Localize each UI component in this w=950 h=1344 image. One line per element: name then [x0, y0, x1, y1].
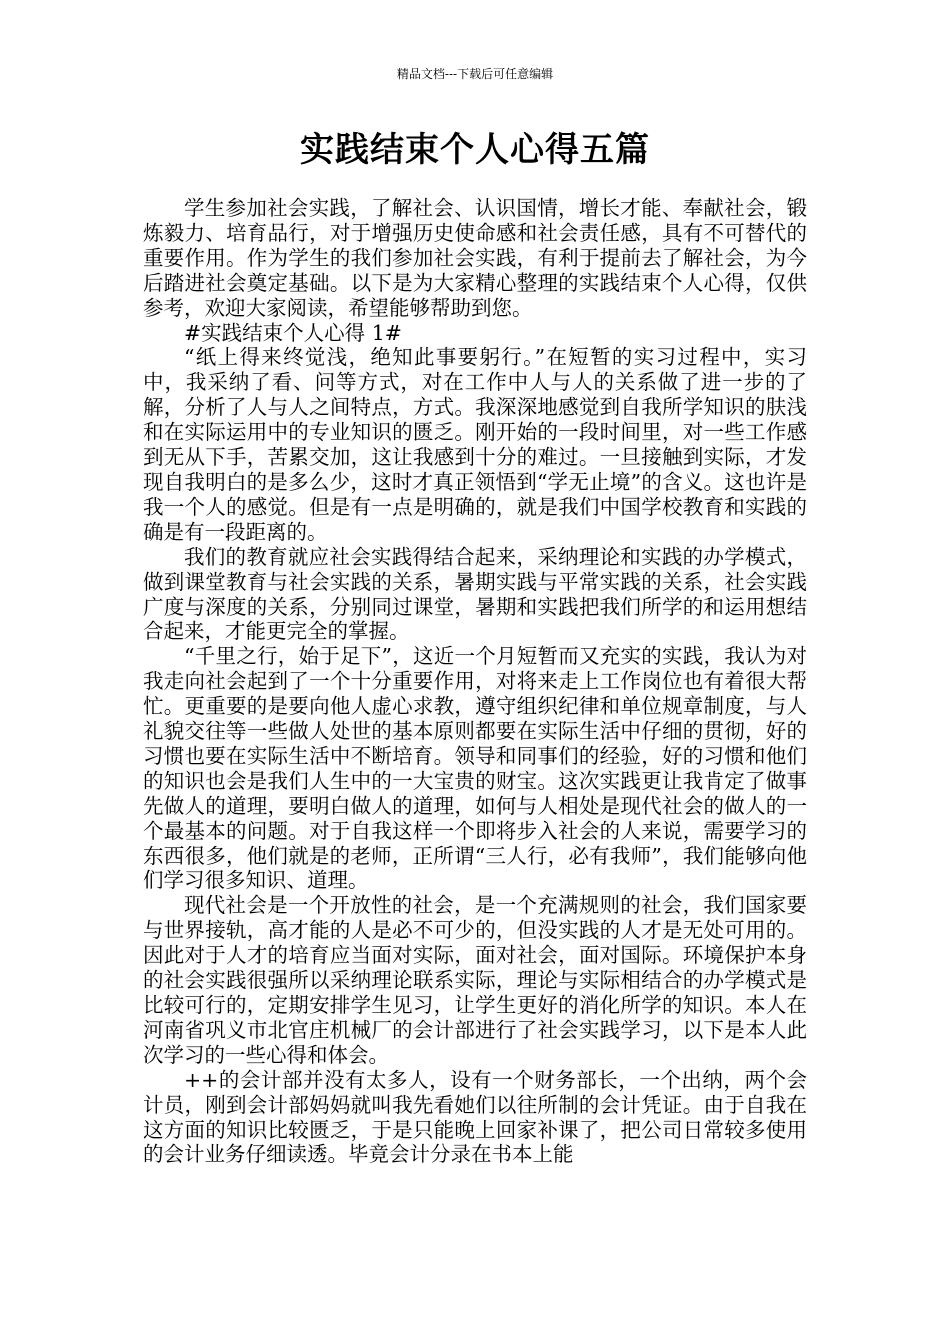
paragraph-intro: 学生参加社会实践，了解社会、认识国情，增长才能、奉献社会，锻炼毅力、培育品行，对于增强历史使命感和社会责任感，具有不可替代的重要作用。作为学生的我们参加社会实践，有利于提前去了解社会，为今后踏进社会奠定基础。以下是为大家精心整理的实践结束个人心得，仅供参考，欢迎大家阅读，希望能够帮助到您。 [143, 196, 807, 320]
paragraph: 现代社会是一个开放性的社会，是一个充满规则的社会，我们国家要与世界接轨，高才能的人是必不可少的，但没实践的人才是无处可用的。因此对于人才的培育应当面对实际，面对社会，面对国际。环境保护本身的社会实践很强所以采纳理论联系实际，理论与实际相结合的办学模式是比较可行的，定期安排学生见习，让学生更好的消化所学的知识。本人在河南省巩义市北官庄机械厂的会计部进行了社会实践学习，以下是本人此次学习的一些心得和体会。 [143, 893, 807, 1067]
document-body [143, 196, 807, 1167]
section-heading-1: #实践结束个人心得 1# [184, 320, 402, 345]
paragraph: 我们的教育就应社会实践得结合起来，采纳理论和实践的办学模式，做到课堂教育与社会实践的关系，暑期实践与平常实践的关系，社会实践广度与深度的关系，分别同过课堂，暑期和实践把我们所学的和运用想结合起来，才能更完全的掌握。 [143, 544, 807, 644]
header-note: 精品文档---下载后可任意编辑 [396, 67, 554, 81]
paragraph: ++的会计部并没有太多人，设有一个财务部长，一个出纳，两个会计员，刚到会计部妈妈就叫我先看她们以往所制的会计凭证。由于自我在这方面的知识比较匮乏，于是只能晚上回家补课了，把公司日常较多使用的会计业务仔细读透。毕竟会计分录在书本上能 [143, 1067, 807, 1167]
paragraph: “千里之行，始于足下”，这近一个月短暂而又充实的实践，我认为对我走向社会起到了一个十分重要作用，对将来走上工作岗位也有着很大帮忙。更重要的是要向他人虚心求教，遵守组织纪律和单位规章制度，与人礼貌交往等一些做人处世的基本原则都要在实际生活中仔细的贯彻，好的习惯也要在实际生活中不断培育。领导和同事们的经验，好的习惯和他们的知识也会是我们人生中的一大宝贵的财宝。这次实践更让我肯定了做事先做人的道理，要明白做人的道理，如何与人相处是现代社会的做人的一个最基本的问题。对于自我这样一个即将步入社会的人来说，需要学习的东西很多，他们就是的老师，正所谓“三人行，必有我师”，我们能够向他们学习很多知识、道理。 [143, 644, 807, 893]
document-title: 实践结束个人心得五篇 [300, 130, 650, 170]
paragraph: “纸上得来终觉浅，绝知此事要躬行。”在短暂的实习过程中，实习中，我采纳了看、问等方式，对在工作中人与人的关系做了进一步的了解，分析了人与人之间特点，方式。我深深地感觉到自我所学知识的肤浅和在实际运用中的专业知识的匮乏。刚开始的一段时间里，对一些工作感到无从下手，苦累交加，这让我感到十分的难过。一旦接触到实际，才发现自我明白的是多么少，这时才真正领悟到“学无止境”的含义。这也许是我一个人的感觉。但是有一点是明确的，就是我们中国学校教育和实践的确是有一段距离的。 [143, 345, 807, 544]
